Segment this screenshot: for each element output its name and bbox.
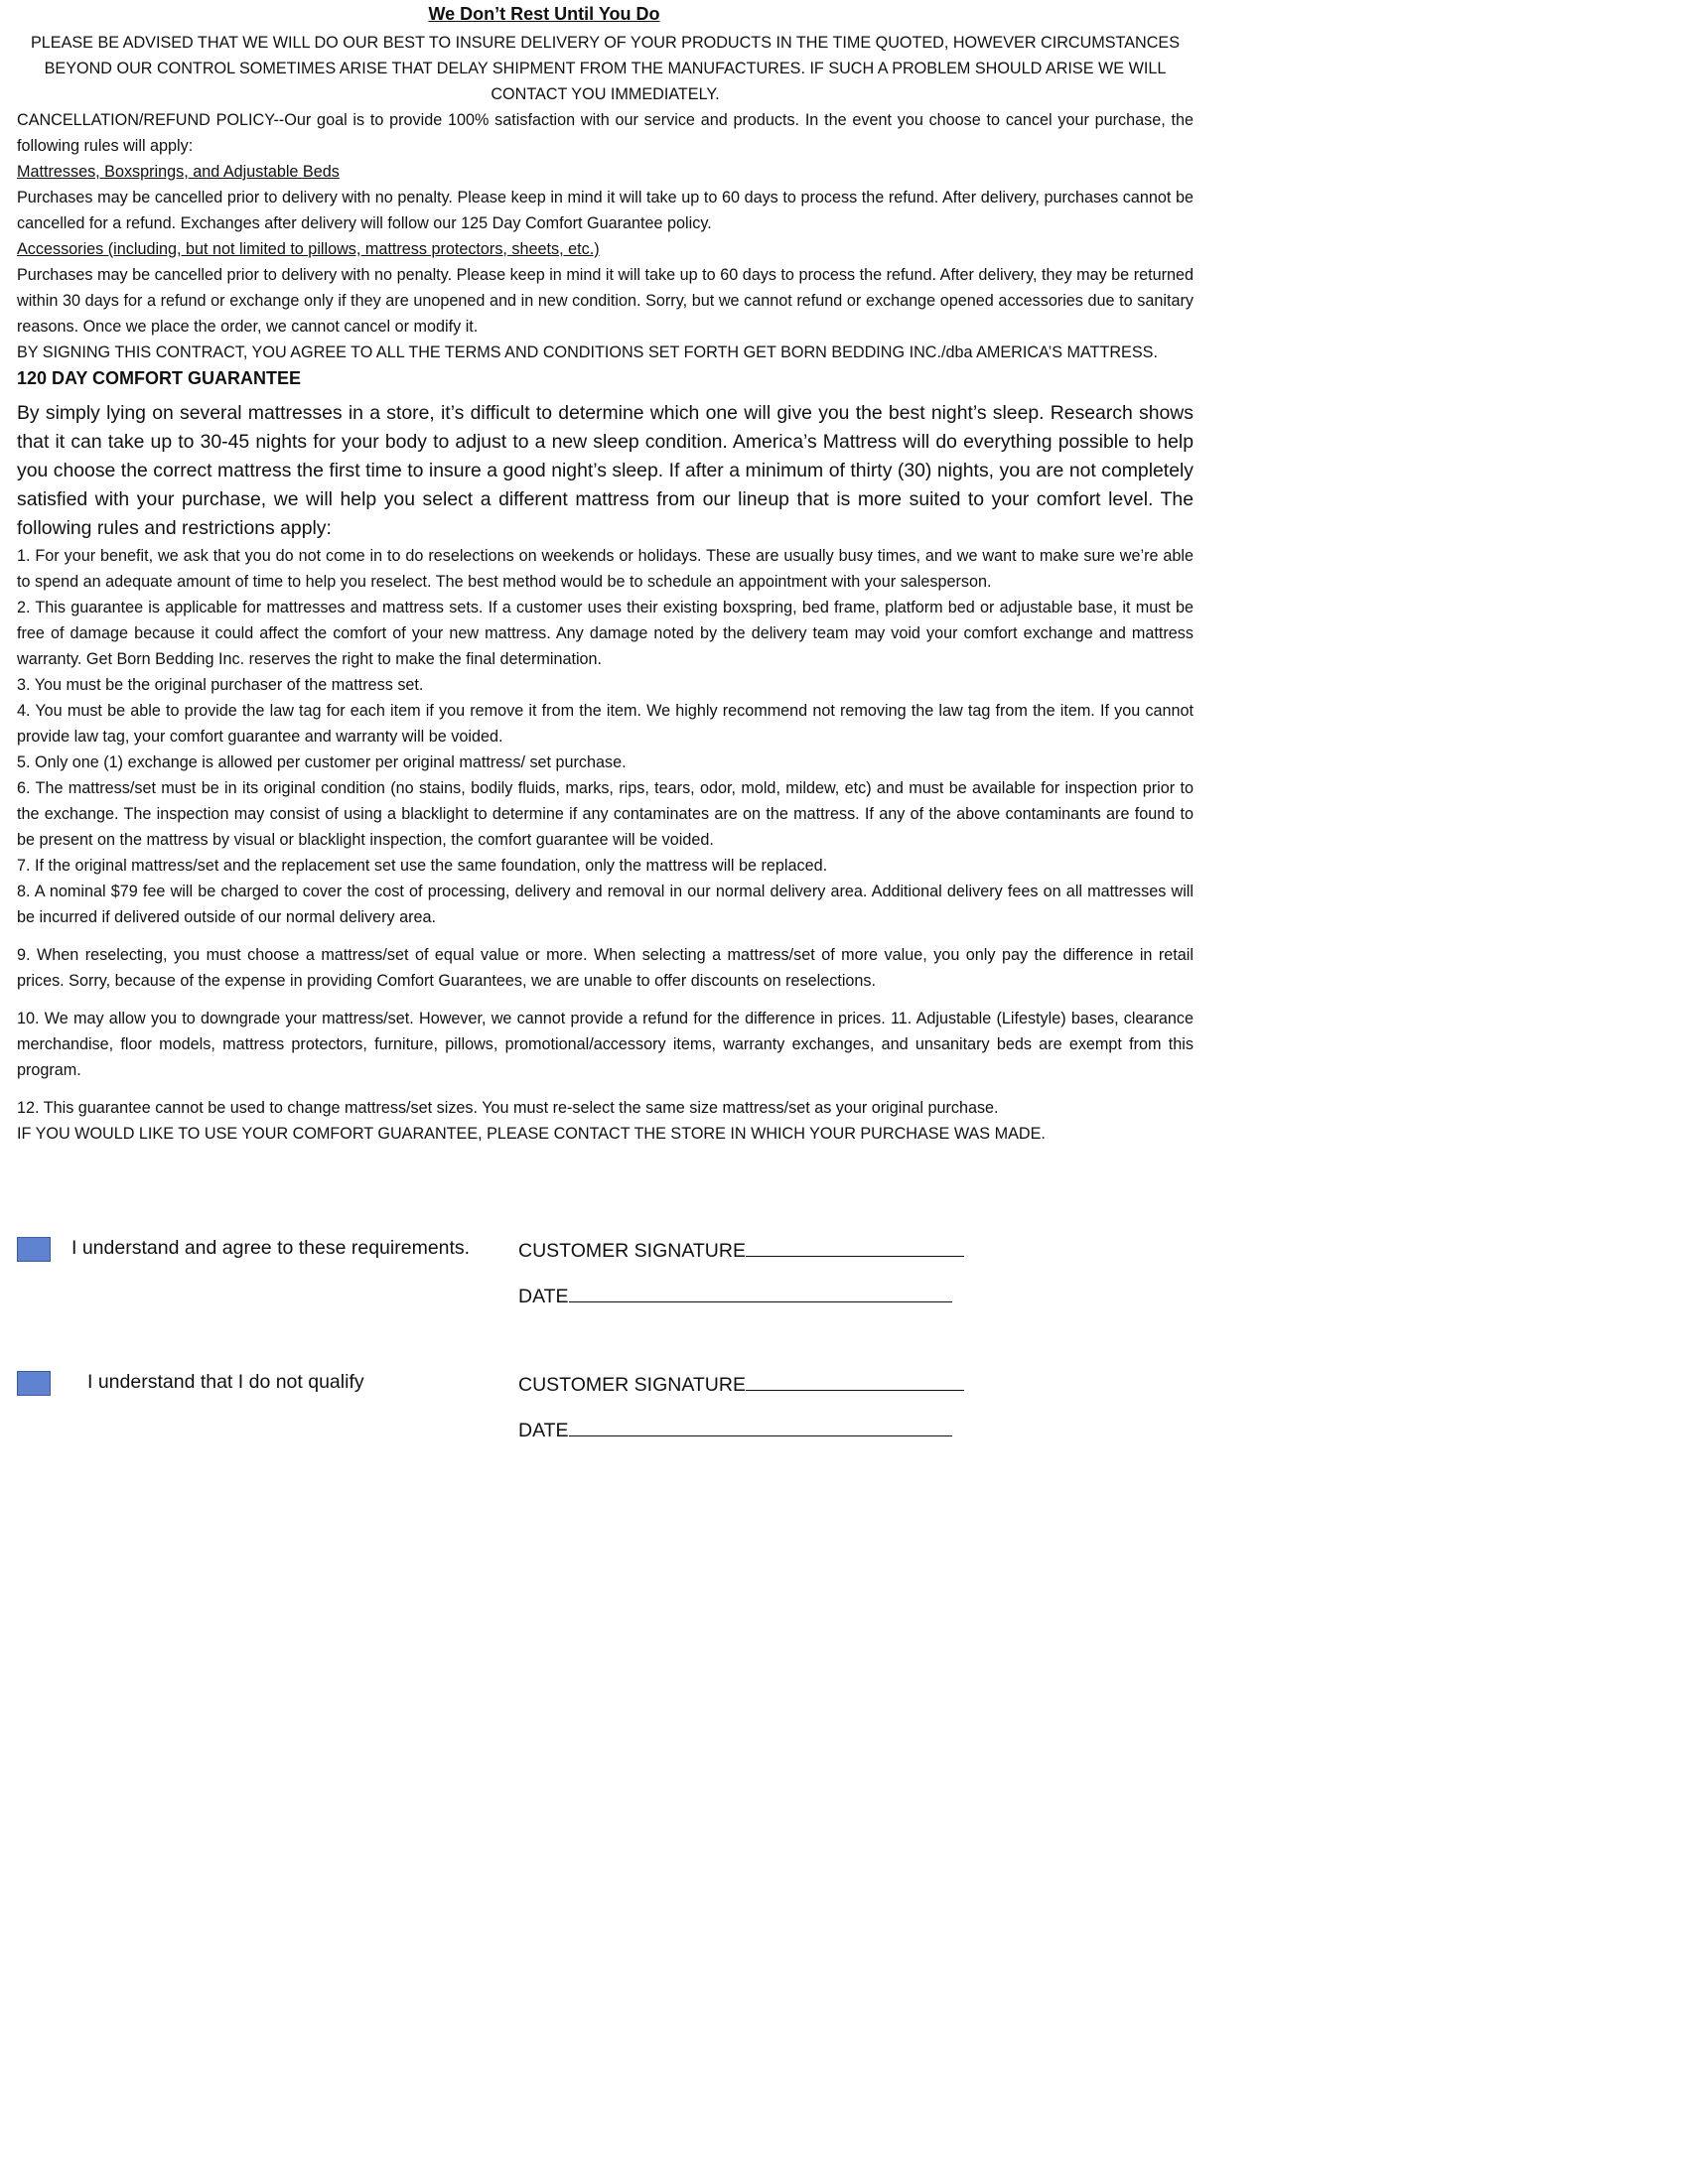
rule-item: 10. We may allow you to downgrade your mattress/set. However, we cannot provide a refund for the difference in prices. 11. Adjustable (Lifestyle) bases, clearance merchandise, floor models, mattress protectors, furniture, pillows, promotional/accessory items, warranty exchanges, and unsanitary beds are exempt from this program. xyxy=(17,1010,1194,1079)
rule-item: 5. Only one (1) exchange is allowed per customer per original mattress/ set purchase. xyxy=(17,753,627,771)
date-label: DATE xyxy=(518,1286,569,1307)
agreement-statement: BY SIGNING THIS CONTRACT, YOU AGREE TO ALL THE TERMS AND CONDITIONS SET FORTH GET BORN BEDDING INC./dba AMERICA’S MATTRESS. xyxy=(17,343,1158,361)
agree-checkbox-label: I understand and agree to these requirements. xyxy=(71,1237,471,1259)
signature-line[interactable] xyxy=(746,1237,964,1257)
mattress-heading: Mattresses, Boxsprings, and Adjustable Beds xyxy=(17,163,340,181)
date-line[interactable] xyxy=(569,1283,952,1302)
signature-line[interactable] xyxy=(746,1371,964,1391)
signature-label: CUSTOMER SIGNATURE xyxy=(518,1240,746,1262)
rule-item: 4. You must be able to provide the law tag for each item if you remove it from the item. We highly recommend not removing the law tag from the item. If you cannot provide law tag, your comfort guarantee and warranty will be voided. xyxy=(17,702,1194,746)
rule-item: 3. You must be the original purchaser of the mattress set. xyxy=(17,676,424,694)
rule-item: 2. This guarantee is applicable for mattresses and mattress sets. If a customer uses their existing boxspring, bed frame, platform bed or adjustable base, it must be free of damage because it could affect the comfort of your new mattress. Any damage noted by the delivery team may void your comfort exchange and mattress warranty. Get Born Bedding Inc. reserves the right to make the final determination. xyxy=(17,599,1194,668)
cancellation-policy: CANCELLATION/REFUND POLICY--Our goal is to provide 100% satisfaction with our service and products. In the event you choose to cancel your purchase, the following rules will apply: xyxy=(17,111,1194,155)
date-label: DATE xyxy=(518,1420,569,1441)
signature-field-1[interactable] xyxy=(518,1237,964,1263)
not-qualify-checkbox-label: I understand that I do not qualify xyxy=(87,1371,364,1393)
guarantee-heading: 120 DAY COMFORT GUARANTEE xyxy=(17,368,302,388)
rule-item: 7. If the original mattress/set and the replacement set use the same foundation, only the mattress will be replaced. xyxy=(17,857,828,875)
rule-item: 12. This guarantee cannot be used to change mattress/set sizes. You must re-select the same size mattress/set as your original purchase. xyxy=(17,1099,999,1117)
signature-field-2[interactable] xyxy=(518,1371,964,1397)
rule-item: 8. A nominal $79 fee will be charged to cover the cost of processing, delivery and removal in our normal delivery area. Additional delivery fees on all mattresses will be incurred if delivered outside of our normal delivery area. xyxy=(17,883,1194,926)
terms-section xyxy=(17,30,1194,1147)
agree-checkbox[interactable] xyxy=(17,1237,51,1262)
date-field-2[interactable] xyxy=(518,1417,952,1442)
page-title: We Don’t Rest Until You Do xyxy=(428,4,660,24)
accessories-heading: Accessories (including, but not limited to pillows, mattress protectors, sheets, etc.) xyxy=(17,240,600,258)
mattress-terms: Purchases may be cancelled prior to delivery with no penalty. Please keep in mind it will take up to 60 days to process the refund. After delivery, purchases cannot be cancelled for a refund. Exchanges after delivery will follow our 125 Day Comfort Guarantee policy. xyxy=(17,189,1194,232)
not-qualify-checkbox[interactable] xyxy=(17,1371,51,1396)
guarantee-intro: By simply lying on several mattresses in a store, it’s difficult to determine which one will give you the best night’s sleep. Research shows that it can take up to 30-45 nights for your body to adjust to a new sleep condition. America’s Mattress will do everything possible to help you choose the correct mattress the first time to insure a good night’s sleep. If after a minimum of thirty (30) nights, you are not completely satisfied with your purchase, we will help you select a different mattress from our lineup that is more suited to your comfort level. The following rules and restrictions apply: xyxy=(17,402,1194,539)
accessories-terms: Purchases may be cancelled prior to delivery with no penalty. Please keep in mind it will take up to 60 days to process the refund. After delivery, they may be returned within 30 days for a refund or exchange only if they are unopened and in new condition. Sorry, but we cannot refund or exchange opened accessories due to sanitary reasons. Once we place the order, we cannot cancel or modify it. xyxy=(17,266,1194,336)
rule-item: 1. For your benefit, we ask that you do not come in to do reselections on weekends or holidays. These are usually busy times, and we want to make sure we’re able to spend an adequate amount of time to help you reselect. The best method would be to schedule an appointment with your salesperson. xyxy=(17,547,1194,591)
delivery-notice: PLEASE BE ADVISED THAT WE WILL DO OUR BEST TO INSURE DELIVERY OF YOUR PRODUCTS IN THE TIME QUOTED, HOWEVER CIRCUMSTANCES BEYOND OUR CONTROL SOMETIMES ARISE THAT DELAY SHIPMENT FROM THE MANUFACTURES. IF SUCH A PROBLEM SHOULD ARISE WE WILL CONTACT YOU IMMEDIATELY. xyxy=(30,34,1181,103)
signature-label: CUSTOMER SIGNATURE xyxy=(518,1374,746,1396)
rule-item: 9. When reselecting, you must choose a mattress/set of equal value or more. When selecting a mattress/set of more value, you only pay the difference in retail prices. Sorry, because of the expense in providing Comfort Guarantees, we are unable to offer discounts on reselections. xyxy=(17,946,1194,990)
contact-store-notice: IF YOU WOULD LIKE TO USE YOUR COMFORT GUARANTEE, PLEASE CONTACT THE STORE IN WHICH YOUR PURCHASE WAS MADE. xyxy=(17,1125,1046,1143)
rule-item: 6. The mattress/set must be in its original condition (no stains, bodily fluids, marks, rips, tears, odor, mold, mildew, etc) and must be available for inspection prior to the exchange. The inspection may consist of using a blacklight to determine if any contaminates are on the mattress. If any of the above contaminants are found to be present on the mattress by visual or blacklight inspection, the comfort guarantee will be voided. xyxy=(17,779,1194,849)
date-field-1[interactable] xyxy=(518,1283,952,1308)
date-line[interactable] xyxy=(569,1417,952,1436)
